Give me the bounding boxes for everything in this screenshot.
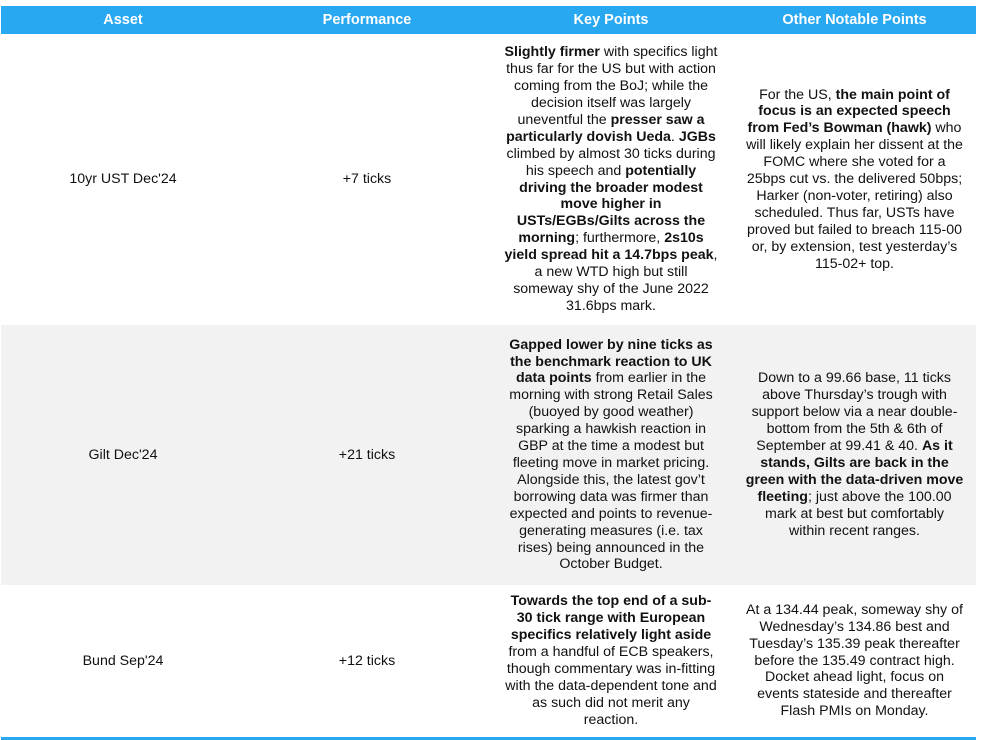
bold-text-run: 2s10s yield spread hit a 14.7bps peak <box>504 230 714 264</box>
text-run: For the US, <box>759 86 836 103</box>
text-run: from a handful of ECB speakers, though commentary was in-fitting with the data-dependent tone and as such did not merit any reaction. <box>505 644 717 728</box>
bold-text-run: potentially driving the broader modest move higher in USTs/EGBs/Gilts across the morning <box>516 162 706 247</box>
table-row <box>1 585 976 737</box>
asset-cell: Bund Sep'24 <box>82 652 164 669</box>
text-run: ; just above the 100.00 mark at best but comfortably within recent ranges. <box>765 488 952 539</box>
bold-text-run: presser saw a particularly dovish Ueda <box>506 111 705 145</box>
header-other-notable-points: Other Notable Points <box>733 6 976 34</box>
other-points-cell <box>733 34 976 325</box>
other-points-text <box>746 87 964 273</box>
text-run: with specifics light thus far for the US but with action coming from the BoJ; while the decision itself was largely uneventful the <box>506 44 718 128</box>
asset-cell: 10yr UST Dec'24 <box>69 171 177 188</box>
asset-cell: Gilt Dec'24 <box>1 325 245 585</box>
market-summary-table-wrapper <box>1 6 976 740</box>
key-points-cell <box>489 325 733 585</box>
key-points-text <box>503 593 719 728</box>
key-points-text <box>503 337 719 574</box>
bold-text-run: JGBs <box>678 128 716 145</box>
table-row <box>1 34 976 325</box>
header-asset: Asset <box>1 6 245 34</box>
text-run: ; furthermore, <box>575 230 665 247</box>
bold-text-run: the main point of focus is an expected speech from Fed’s Bowman (hawk) <box>747 86 951 137</box>
key-points-cell <box>489 34 733 325</box>
key-points-text <box>503 44 719 315</box>
table-header-row <box>1 6 976 34</box>
market-summary-table <box>1 6 976 737</box>
other-points-cell <box>733 585 976 737</box>
key-points-cell <box>489 585 733 737</box>
bold-text-run: Slightly firmer <box>504 44 600 61</box>
other-points-cell <box>733 325 976 585</box>
text-run: climbed by almost 30 ticks during his speech and <box>506 145 716 179</box>
text-run: . <box>670 128 679 145</box>
performance-cell: +21 ticks <box>245 325 489 585</box>
bold-text-run: As it stands, Gilts are back in the green with the data-driven move fleeting <box>745 438 964 505</box>
text-run: Down to a 99.66 base, 11 ticks above Thursday’s trough with support below via a near double-bottom from the 5th & 6th of September at 99.41 & 40. <box>751 370 958 455</box>
text-run: , a new WTD high but still someway shy of the June 2022 31.6bps mark. <box>513 247 718 314</box>
other-points-text <box>746 370 964 539</box>
header-key-points: Key Points <box>489 6 733 34</box>
text-run: At a 134.44 peak, someway shy of Wednesday’s 134.86 best and Tuesday’s 135.39 peak thereafter before the 135.49 contract high. Docket ahead light, focus on events stateside and thereafter Flash PMIs on Monday. <box>746 601 963 720</box>
text-run: from earlier in the morning with strong Retail Sales (buoyed by good weather) sparking a hawkish reaction in GBP at the time a modest but fleeting move in market pricing. Alongside this, the latest gov’t borrowing data was firmer than expected and points to revenue-generating measures (i.e. tax rises) being announced in the October Budget. <box>509 370 713 573</box>
text-run: who will likely explain her dissent at the FOMC where she voted for a 25bps cut vs. the delivered 50bps; Harker (non-voter, retiring) also scheduled. Thus far, USTs have proved but failed to breach 115-00 or, by extension, test yesterday’s 115-02+ top. <box>746 120 963 272</box>
table-row <box>1 325 976 585</box>
header-performance: Performance <box>245 6 489 34</box>
performance-cell: +12 ticks <box>338 652 396 669</box>
other-points-text <box>746 602 964 720</box>
performance-cell: +7 ticks <box>342 171 392 188</box>
bold-text-run: Gapped lower by nine ticks as the benchmark reaction to UK data points <box>509 336 713 387</box>
bold-text-run: Towards the top end of a sub-30 tick range with European specifics relatively light aside <box>510 593 712 644</box>
